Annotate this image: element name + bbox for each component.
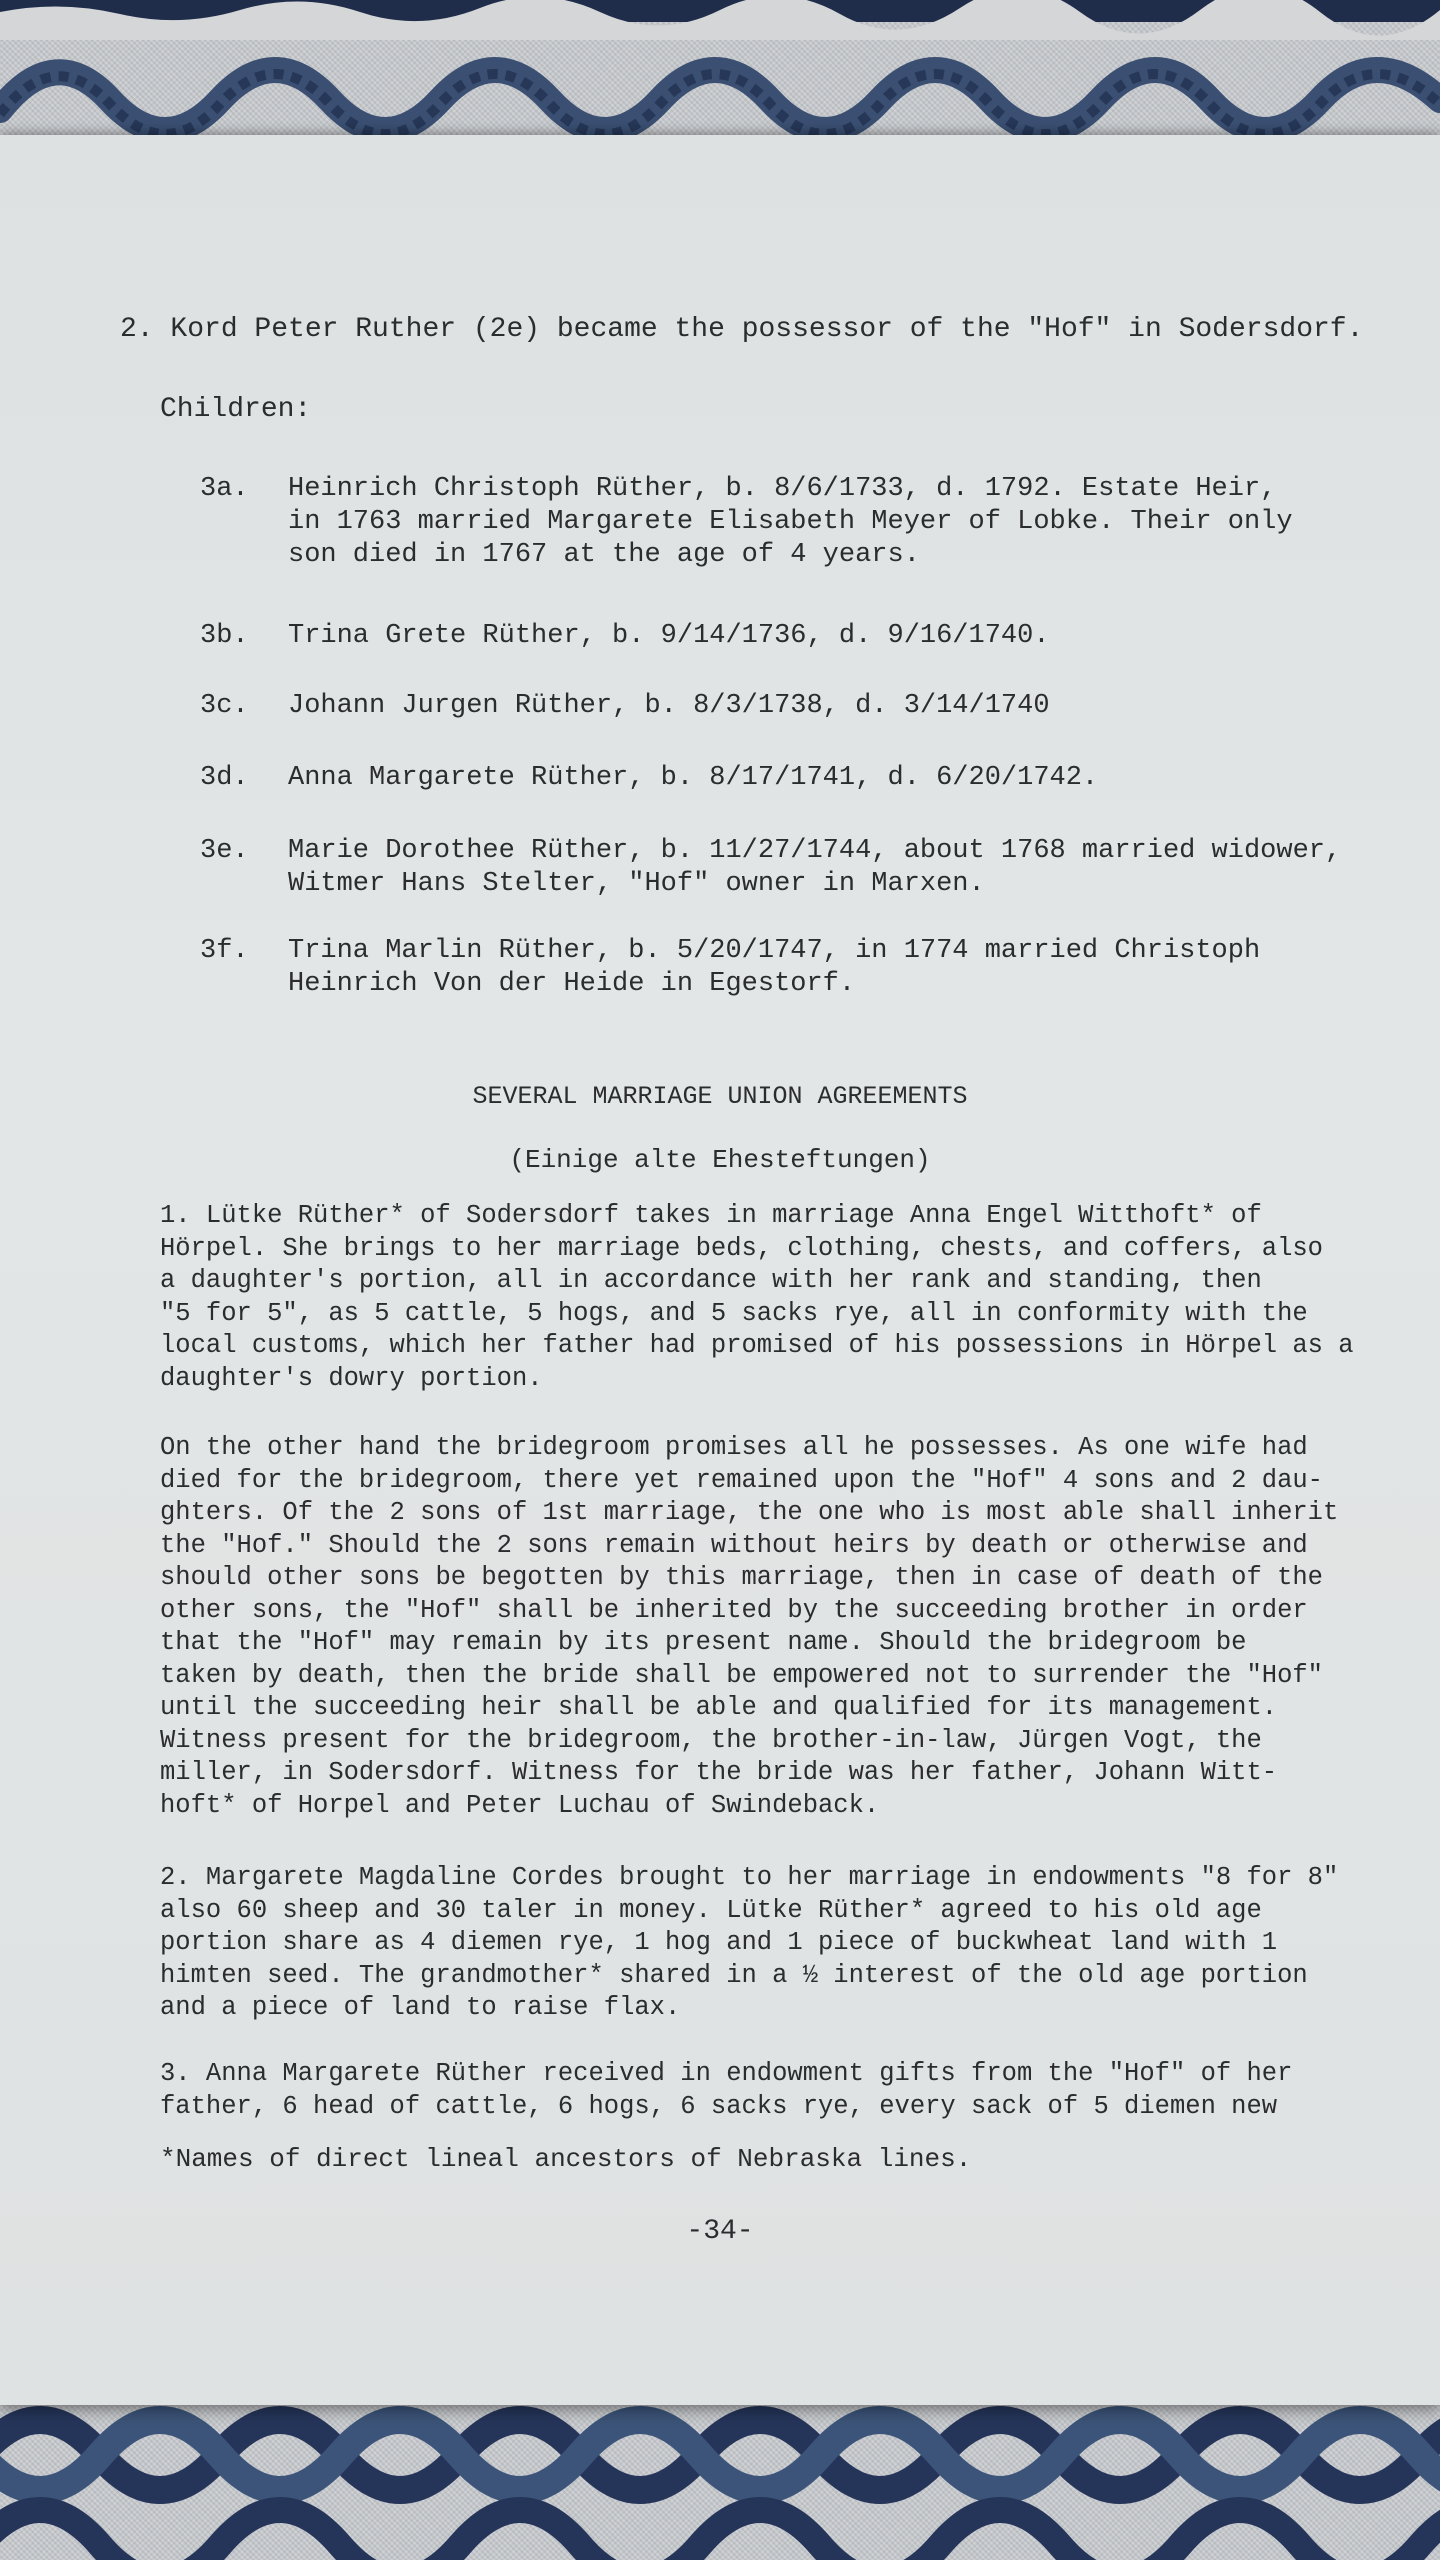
child-text: Trina Marlin Rüther, b. 5/20/1747, in 1774 married Christoph Heinrich Von der Heide in Egestorf. bbox=[288, 936, 1261, 999]
child-text: Heinrich Christoph Rüther, b. 8/6/1733, d. 1792. Estate Heir, in 1763 married Margarete Elisabeth Meyer of Lobke. Their only son died in 1767 at the age of 4 years. bbox=[288, 474, 1293, 570]
agreement-paragraph: On the other hand the bridegroom promises all he possesses. As one wife had died for the bridegroom, there yet remained upon the "Hof" 4 sons and 2 dau- ghters. Of the 2 sons of 1st marriage, the one who is most able shall inherit the "Hof." Should the 2 sons remain without heirs by death or otherwise and should other sons be begotten by this marriage, then in case of death of the other sons, the "Hof" shall be inherited by the succeeding brother in order that the "Hof" may remain by its present name. Should the bridegroom be taken by death, then the bride shall be empowered not to surrender the "Hof" until the succeeding heir shall be able and qualified for its management. Witness present for the bridegroom, the brother-in-law, Jürgen Vogt, the miller, in Sodersdorf. Witness for the bride was her father, Johann Witt- hoft* of Horpel and Peter Luchau of Swindeback. bbox=[160, 1433, 1339, 1820]
agreement-paragraph: 3. Anna Margarete Rüther received in endowment gifts from the "Hof" of her father, 6 head of cattle, 6 hogs, 6 sacks rye, every sack of 5 diemen new bbox=[160, 2059, 1293, 2121]
section-subtitle: (Einige alte Ehesteftungen) bbox=[509, 1145, 931, 1175]
child-number: 3a. bbox=[200, 474, 249, 504]
child-text: Anna Margarete Rüther, b. 8/17/1741, d. 6/20/1742. bbox=[288, 763, 1099, 793]
child-number: 3d. bbox=[200, 763, 249, 793]
page-number: -34- bbox=[686, 2216, 754, 2247]
fabric-pattern-bottom bbox=[0, 2395, 1440, 2560]
child-entry bbox=[200, 620, 1380, 653]
generation-heading: 2. Kord Peter Ruther (2e) became the possessor of the "Hof" in Sodersdorf. bbox=[120, 314, 1364, 345]
child-number: 3e. bbox=[200, 836, 249, 866]
child-number: 3b. bbox=[200, 621, 249, 651]
child-entry bbox=[200, 690, 1380, 723]
fabric-background-bottom bbox=[0, 2395, 1440, 2560]
footnote: *Names of direct lineal ancestors of Nebraska lines. bbox=[160, 2144, 972, 2174]
typed-document-page bbox=[0, 135, 1440, 2405]
child-text: Johann Jurgen Rüther, b. 8/3/1738, d. 3/14/1740 bbox=[288, 691, 1050, 721]
child-entry bbox=[200, 762, 1380, 795]
agreement-paragraph: 1. Lütke Rüther* of Sodersdorf takes in marriage Anna Engel Witthoft* of Hörpel. She brings to her marriage beds, clothing, chests, and coffers, also a daughter's portion, all in accordance with her rank and standing, then "5 for 5", as 5 cattle, 5 hogs, and 5 sacks rye, all in conformity with the local customs, which her father had promised of his possessions in Hörpel as a daughter's dowry portion. bbox=[160, 1201, 1354, 1393]
agreement-paragraph: 2. Margarete Magdaline Cordes brought to her marriage in endowments "8 for 8" also 60 sheep and 30 taler in money. Lütke Rüther* agreed to his old age portion share as 4 diemen rye, 1 hog and 1 piece of buckwheat land with 1 himten seed. The grandmother* shared in a ½ interest of the old age portion and a piece of land to raise flax. bbox=[160, 1863, 1339, 2022]
children-label: Children: bbox=[160, 394, 312, 425]
child-entry bbox=[200, 935, 1380, 1001]
child-entry bbox=[200, 473, 1380, 572]
child-number: 3f. bbox=[200, 936, 249, 966]
child-number: 3c. bbox=[200, 691, 249, 721]
section-title: SEVERAL MARRIAGE UNION AGREEMENTS bbox=[472, 1082, 968, 1111]
child-text: Marie Dorothee Rüther, b. 11/27/1744, about 1768 married widower, Witmer Hans Stelter, "Hof" owner in Marxen. bbox=[288, 836, 1342, 899]
child-entry bbox=[200, 835, 1380, 901]
child-text: Trina Grete Rüther, b. 9/14/1736, d. 9/16/1740. bbox=[288, 621, 1050, 651]
